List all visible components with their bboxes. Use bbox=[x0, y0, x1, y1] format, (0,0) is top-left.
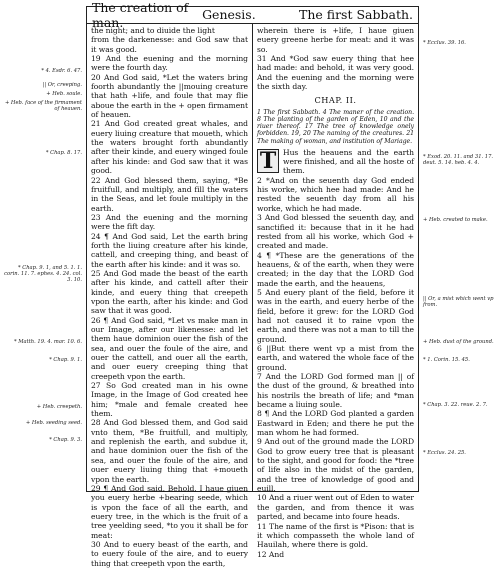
margin-note: + Heb. soule. bbox=[46, 91, 82, 97]
verse: 29 ¶ And God said, Behold, I haue giuen you euery herbe +bearing seede, which is vpon the face of all the earth, and euery tree, in the which is the fruit of a tree yeelding seed, *to you it shall be for meat: bbox=[91, 483, 248, 540]
right-margin-rule bbox=[418, 24, 419, 492]
margin-note: * Chap. 9. 1, and 5. 1. 1. corin. 11. 7. ephes. 4. 24. col. 3. 10. bbox=[4, 265, 82, 284]
verse: 25 And God made the beast of the earth after his kinde, and cattell after their kinde, and euery thing that creepeth vpon the earth, after his kinde: and God saw that it was good. bbox=[91, 268, 248, 316]
verse: 6 ||But there went vp a mist from the earth, and watered the whole face of the ground. bbox=[257, 343, 414, 372]
margin-note: + Heb. face of the firmament of heauen. bbox=[4, 100, 82, 113]
margin-note: * Ecclus. 39. 16. bbox=[423, 40, 466, 46]
margin-note: + Heb. dust of the ground. bbox=[423, 339, 494, 345]
margin-note: * Chap. 3. 22. reue. 2. 7. bbox=[423, 402, 488, 408]
verse: wherein there is +life, I haue giuen euery greene herbe for meat: and it was so. bbox=[257, 26, 414, 54]
margin-note: * Matth. 19. 4. mar. 10. 6. bbox=[13, 339, 82, 345]
verse: 12 And bbox=[257, 549, 285, 559]
verse: 26 ¶ And God said, *Let vs make man in our Image, after our likenesse: and let them haue dominion ouer the fish of the sea, and ouer the foule of the aire, and ouer the cattell, and ouer all the earth, and ouer euery creeping thing that creepeth vpon the earth. bbox=[91, 315, 248, 381]
header-book-title: Genesis. bbox=[202, 7, 256, 22]
verse: 31 And *God saw euery thing that hee had made: and behold, it was very good. And the euening and the morning were the sixth day. bbox=[257, 54, 414, 92]
margin-note: * Chap. 9. 3. bbox=[49, 437, 82, 443]
verse: 24 ¶ And God said, Let the earth bring forth the liuing creature after his kinde, cattell, and creeping thing, and beast of the earth after his kinde: and it was so. bbox=[91, 231, 248, 269]
left-margin-rule bbox=[86, 24, 87, 492]
verse: 8 ¶ And the LORD God planted a garden Eastward in Eden; and there he put the man whom he had formed. bbox=[257, 409, 414, 438]
running-header bbox=[86, 0, 419, 30]
chapter-summary: 1 The first Sabbath. 4 The maner of the creation. 8 The planting of the garden of Eden, 10 and the riuer thereof. 17 The tree of knowledge onely forbidden. 19, 20 The naming of the creatures. 21 The making of woman, and institution of Mariage. bbox=[257, 108, 414, 145]
verse: 3 And God blessed the seuenth day, and sanctified it: because that in it he had rested from all his worke, which God + created and made. bbox=[257, 213, 414, 251]
verse: from the darkenesse: and God saw that it was good. bbox=[91, 35, 248, 54]
verse: the night; and to diuide the light bbox=[91, 26, 215, 35]
margin-note: * 4. Esdr. 6. 47. bbox=[41, 68, 82, 74]
margin-note: * Ecclus. 24. 25. bbox=[423, 450, 466, 456]
margin-note: * Chap. 9. 1. bbox=[49, 357, 82, 363]
left-text-column bbox=[91, 26, 248, 568]
margin-note: * 1. Corin. 15. 45. bbox=[423, 357, 470, 363]
verse: 21 And God created great whales, and euery liuing creature that moueth, which the waters brought forth abundantly after their kinde, and euery winged foule after his kinde: and God saw that it was good. bbox=[91, 119, 248, 176]
header-left-title: The creation of man. bbox=[92, 0, 189, 30]
verse: 20 And God said, *Let the waters bring foorth abundantly the ||mouing creature that hath +life, and foule that may flie aboue the earth in the + open firmament of heauen. bbox=[91, 72, 248, 120]
verse: 27 So God created man in his owne Image, in the Image of God created hee him; *male and female created hee them. bbox=[91, 381, 248, 419]
verse: 22 And God blessed them, saying, *Be fruitfull, and multiply, and fill the waters in the Seas, and let foule multiply in the earth. bbox=[91, 175, 248, 213]
chapter-title: CHAP. II. bbox=[314, 95, 357, 106]
dropcap-letter: T bbox=[259, 147, 277, 174]
verse: Hus the heauens and the earth were finished, and all the hoste of them. bbox=[283, 147, 414, 176]
header-right-title: The first Sabbath. bbox=[298, 7, 413, 22]
verse: 9 And out of the ground made the LORD God to grow euery tree that is pleasant to the sight, and good for food: the *tree of life also in the midst of the garden, and the tree of knowledge of good and euill. bbox=[257, 437, 414, 494]
verse: 30 And to euery beast of the earth, and to euery foule of the aire, and to euery thing that creepeth vpon the earth, bbox=[91, 539, 248, 568]
right-text-column bbox=[257, 26, 414, 559]
margin-note: + Heb. seeding seed. bbox=[25, 420, 82, 426]
margin-note: * Exod. 20. 11. and 31. 17. deut. 5. 14. heb. 4. 4. bbox=[423, 154, 494, 167]
verse: 10 And a riuer went out of Eden to water the garden, and from thence it was parted, and became into foure heads. bbox=[257, 493, 414, 522]
margin-note: + Heb. created to make. bbox=[423, 217, 488, 223]
margin-note: || Or, creeping. bbox=[42, 82, 82, 88]
verse: 23 And the euening and the morning were the fift day. bbox=[91, 212, 248, 232]
margin-note: || Or, a mist which went vp from. bbox=[423, 296, 494, 309]
verse: 7 And the LORD God formed man || of the dust of the ground, & breathed into his nostrils the breath of life; and *man became a liuing soule. bbox=[257, 372, 414, 410]
verse: 19 And the euening and the morning were the fourth day. bbox=[91, 54, 248, 73]
verse: 4 ¶ *These are the generations of the heauens, & of the earth, when they were created; in the day that the LORD God made the earth, and the heauens, bbox=[257, 250, 414, 288]
verse: 5 And euery plant of the field, before it was in the earth, and euery herbe of the field, before it grew: for the LORD God had not caused it to raine vpon the earth, and there was not a man to till the ground. bbox=[257, 287, 414, 344]
margin-note: + Heb. creepeth. bbox=[36, 404, 82, 410]
verse: 28 And God blessed them, and God said vnto them, *Be fruitfull, and multiply, and replenish the earth, and subdue it, and haue dominion ouer the fish of the sea, and ouer the foule of the aire, and ouer euery liuing thing that +moueth vpon the earth. bbox=[91, 418, 248, 484]
verse: 11 The name of the first is *Pison: that is it which compasseth the whole land of Hauilah, where there is gold. bbox=[257, 521, 414, 550]
verse: 2 *And on the seuenth day God ended his worke, which hee had made: And he rested the seuenth day from all his worke, which he had made. bbox=[257, 175, 414, 213]
column-divider bbox=[252, 24, 253, 492]
margin-note: * Chap. 8. 17. bbox=[45, 150, 82, 156]
decorated-initial bbox=[257, 149, 279, 173]
